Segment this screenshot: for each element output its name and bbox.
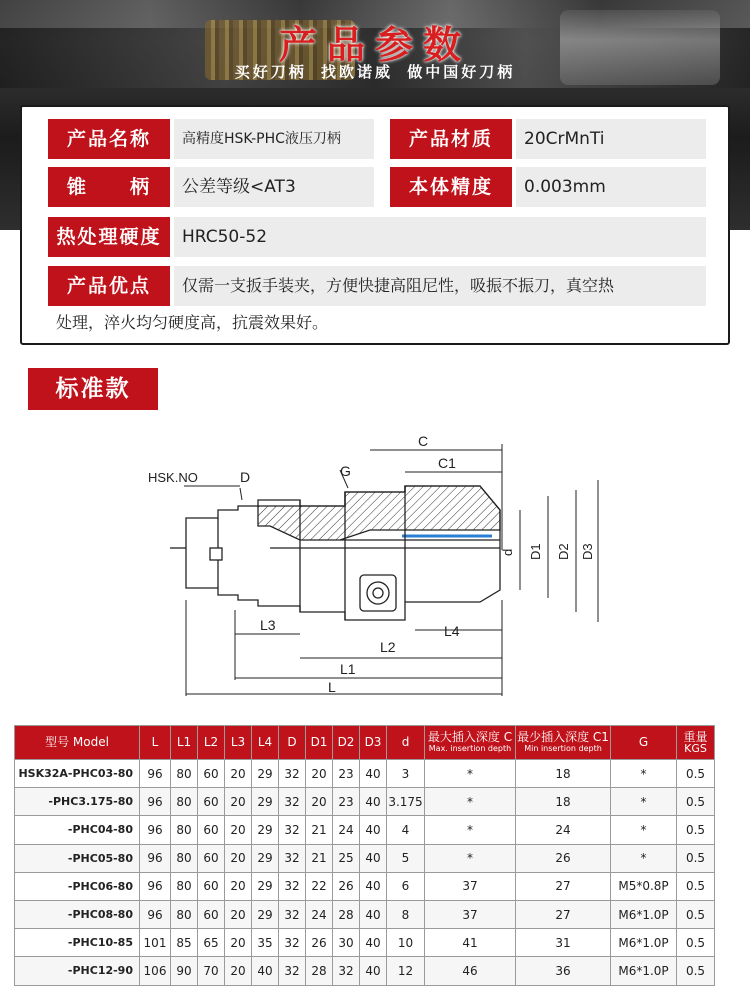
table-cell-model: -PHC04-80 <box>15 816 140 844</box>
table-row <box>15 788 715 816</box>
col-d3: D3 <box>360 726 387 760</box>
table-cell: 4 <box>387 816 425 844</box>
table-cell-model: -PHC06-80 <box>15 872 140 900</box>
dim-label-d3: D3 <box>580 543 595 560</box>
col-d: D <box>279 726 306 760</box>
table-row <box>15 872 715 900</box>
table-cell: 40 <box>360 957 387 985</box>
dim-label-d2: D2 <box>556 543 571 560</box>
table-cell: 70 <box>198 957 225 985</box>
table-cell: 20 <box>225 844 252 872</box>
table-cell: 20 <box>225 900 252 928</box>
table-cell: * <box>425 816 516 844</box>
table-cell: 21 <box>306 816 333 844</box>
spec-label-name: 产品名称 <box>48 119 170 159</box>
spec-label-material: 产品材质 <box>390 119 512 159</box>
table-cell: 96 <box>140 788 171 816</box>
table-row <box>15 957 715 985</box>
table-cell: 25 <box>333 844 360 872</box>
table-cell: 5 <box>387 844 425 872</box>
table-cell: 27 <box>516 872 611 900</box>
section-title-standard: 标准款 <box>28 368 158 410</box>
table-cell: 40 <box>252 957 279 985</box>
table-cell-model: -PHC12-90 <box>15 957 140 985</box>
table-cell: 20 <box>306 788 333 816</box>
table-cell: 29 <box>252 760 279 788</box>
dim-label-l4: L4 <box>444 623 460 639</box>
table-cell: 29 <box>252 844 279 872</box>
table-cell: * <box>611 816 677 844</box>
table-cell: 0.5 <box>677 844 715 872</box>
table-cell: * <box>425 788 516 816</box>
col-l1: L1 <box>171 726 198 760</box>
table-cell: 29 <box>252 900 279 928</box>
table-body <box>15 760 715 986</box>
tool-holder-drawing <box>140 430 620 700</box>
table-cell: 90 <box>171 957 198 985</box>
table-cell: 96 <box>140 872 171 900</box>
table-cell: * <box>425 844 516 872</box>
table-cell: 3.175 <box>387 788 425 816</box>
dim-label-small-d: d <box>500 548 515 556</box>
col-d2: D2 <box>333 726 360 760</box>
table-cell: 0.5 <box>677 957 715 985</box>
table-cell: 3 <box>387 760 425 788</box>
table-cell: 41 <box>425 929 516 957</box>
table-cell: M6*1.0P <box>611 900 677 928</box>
table-cell: 0.5 <box>677 929 715 957</box>
table-cell: * <box>611 788 677 816</box>
table-cell-model: -PHC05-80 <box>15 844 140 872</box>
col-weight: 重量 KGS <box>677 726 715 760</box>
table-cell: 24 <box>516 816 611 844</box>
table-row <box>15 900 715 928</box>
table-cell: 18 <box>516 760 611 788</box>
table-cell: 40 <box>360 872 387 900</box>
page-subtitle: 买好刀柄 找欧诺威 做中国好刀柄 <box>234 63 516 81</box>
table-cell: 0.5 <box>677 760 715 788</box>
table-cell: 65 <box>198 929 225 957</box>
table-cell: 32 <box>279 957 306 985</box>
table-cell: M6*1.0P <box>611 929 677 957</box>
col-min-depth: 最少插入深度 C1 Min insertion depth <box>516 726 611 760</box>
spec-value-precision: 0.003mm <box>516 167 706 207</box>
col-l2: L2 <box>198 726 225 760</box>
table-cell-model: -PHC08-80 <box>15 900 140 928</box>
dim-label-l2: L2 <box>380 639 396 655</box>
table-cell: 28 <box>333 900 360 928</box>
spec-label-hardness: 热处理硬度 <box>48 217 170 257</box>
table-cell: 0.5 <box>677 816 715 844</box>
table-cell: 40 <box>360 844 387 872</box>
col-l: L <box>140 726 171 760</box>
table-cell: 8 <box>387 900 425 928</box>
spec-value-material: 20CrMnTi <box>516 119 706 159</box>
dim-label-g: G <box>340 463 351 479</box>
table-cell: 40 <box>360 788 387 816</box>
table-cell: 37 <box>425 872 516 900</box>
table-cell: 60 <box>198 844 225 872</box>
col-model: 型号 Model <box>15 726 140 760</box>
table-cell: 32 <box>279 872 306 900</box>
table-cell: 24 <box>333 816 360 844</box>
spec-value-hardness: HRC50-52 <box>174 217 706 257</box>
table-cell: 6 <box>387 872 425 900</box>
table-cell: 60 <box>198 900 225 928</box>
col-l4: L4 <box>252 726 279 760</box>
table-cell: 40 <box>360 760 387 788</box>
spec-label-taper: 锥 柄 <box>48 167 170 207</box>
dim-label-l1: L1 <box>340 661 356 677</box>
table-cell: 24 <box>306 900 333 928</box>
table-cell: 20 <box>225 788 252 816</box>
table-cell: 28 <box>306 957 333 985</box>
table-cell: 96 <box>140 900 171 928</box>
table-cell: 30 <box>333 929 360 957</box>
table-cell: 29 <box>252 788 279 816</box>
table-header-row <box>15 726 715 760</box>
table-cell: 20 <box>225 816 252 844</box>
col-g: G <box>611 726 677 760</box>
table-row <box>15 760 715 788</box>
table-cell: 23 <box>333 760 360 788</box>
table-cell: 29 <box>252 816 279 844</box>
table-cell: 37 <box>425 900 516 928</box>
table-cell: 96 <box>140 844 171 872</box>
table-cell: 0.5 <box>677 872 715 900</box>
table-cell: 60 <box>198 760 225 788</box>
table-cell: 26 <box>516 844 611 872</box>
spec-value-taper: 公差等级<AT3 <box>174 167 374 207</box>
spec-value-name: 高精度HSK-PHC液压刀柄 <box>174 119 374 159</box>
table-cell-model: HSK32A-PHC03-80 <box>15 760 140 788</box>
table-cell: 20 <box>306 760 333 788</box>
col-max-depth: 最大插入深度 C Max. insertion depth <box>425 726 516 760</box>
table-cell: 10 <box>387 929 425 957</box>
table-cell: 26 <box>333 872 360 900</box>
dim-label-l3: L3 <box>260 617 276 633</box>
dim-label-hsk: HSK.NO <box>148 470 198 485</box>
table-cell: 60 <box>198 816 225 844</box>
table-cell: 60 <box>198 872 225 900</box>
table-cell: 31 <box>516 929 611 957</box>
dim-label-c1: C1 <box>438 455 456 471</box>
table-cell: * <box>611 844 677 872</box>
table-cell: M6*1.0P <box>611 957 677 985</box>
table-cell-model: -PHC10-85 <box>15 929 140 957</box>
spec-value-advantage-line1: 仅需一支扳手装夹，方便快捷高阻尼性，吸振不振刀，真空热 <box>174 266 706 306</box>
table-cell: 80 <box>171 844 198 872</box>
table-cell: 101 <box>140 929 171 957</box>
table-cell: 23 <box>333 788 360 816</box>
spec-panel <box>20 105 730 345</box>
col-small-d: d <box>387 726 425 760</box>
table-cell: 26 <box>306 929 333 957</box>
table-cell: 20 <box>225 957 252 985</box>
table-cell-model: -PHC3.175-80 <box>15 788 140 816</box>
col-d1: D1 <box>306 726 333 760</box>
table-row <box>15 844 715 872</box>
spec-label-precision: 本体精度 <box>390 167 512 207</box>
table-cell: 80 <box>171 760 198 788</box>
table-cell: 46 <box>425 957 516 985</box>
table-cell: 32 <box>279 760 306 788</box>
table-cell: * <box>425 760 516 788</box>
spec-label-advantage: 产品优点 <box>48 266 170 306</box>
spec-table <box>14 725 715 986</box>
table-cell: 32 <box>279 900 306 928</box>
table-cell: 35 <box>252 929 279 957</box>
table-cell: 96 <box>140 816 171 844</box>
table-cell: 36 <box>516 957 611 985</box>
table-cell: 32 <box>279 844 306 872</box>
table-cell: 96 <box>140 760 171 788</box>
table-cell: 29 <box>252 872 279 900</box>
table-cell: 40 <box>360 929 387 957</box>
table-row <box>15 929 715 957</box>
table-cell: 80 <box>171 872 198 900</box>
dim-label-c: C <box>418 433 429 449</box>
table-cell: 32 <box>279 788 306 816</box>
dim-label-l: L <box>328 679 336 695</box>
table-cell: 32 <box>333 957 360 985</box>
table-cell: 40 <box>360 816 387 844</box>
table-cell: M5*0.8P <box>611 872 677 900</box>
table-cell: 60 <box>198 788 225 816</box>
table-cell: 0.5 <box>677 900 715 928</box>
table-cell: 80 <box>171 816 198 844</box>
table-cell: 20 <box>225 760 252 788</box>
table-cell: 85 <box>171 929 198 957</box>
table-cell: 20 <box>225 872 252 900</box>
table-cell: 106 <box>140 957 171 985</box>
table-cell: 40 <box>360 900 387 928</box>
col-l3: L3 <box>225 726 252 760</box>
table-cell: * <box>611 760 677 788</box>
table-cell: 32 <box>279 816 306 844</box>
table-cell: 12 <box>387 957 425 985</box>
page-title: 产品参数 <box>278 23 471 67</box>
table-cell: 20 <box>225 929 252 957</box>
spec-value-advantage-line2: 处理，淬火均匀硬度高，抗震效果好。 <box>56 313 329 332</box>
table-row <box>15 816 715 844</box>
table-cell: 27 <box>516 900 611 928</box>
table-cell: 80 <box>171 788 198 816</box>
table-cell: 80 <box>171 900 198 928</box>
table-cell: 18 <box>516 788 611 816</box>
table-cell: 0.5 <box>677 788 715 816</box>
dim-label-d: D <box>240 469 251 485</box>
dim-label-d1: D1 <box>528 543 543 560</box>
table-cell: 32 <box>279 929 306 957</box>
table-cell: 21 <box>306 844 333 872</box>
table-cell: 22 <box>306 872 333 900</box>
